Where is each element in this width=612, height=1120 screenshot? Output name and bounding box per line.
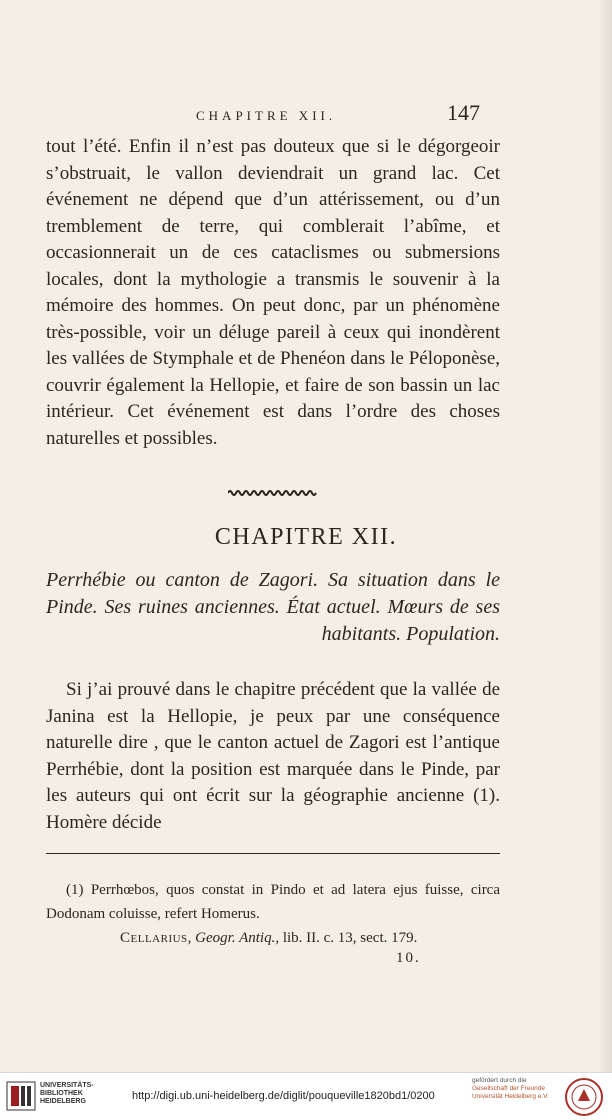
- citation-title: Geogr. Antiq.: [195, 930, 276, 946]
- running-head: CHAPITRE XII.: [196, 108, 337, 123]
- chapter-summary: Perrhébie ou canton de Zagori. Sa situation dans le Pinde. Ses ruines anciennes. État actuel. Mœurs de ses habitants. Population.: [46, 569, 500, 645]
- signature-mark: 10.: [396, 950, 421, 966]
- digital-library-footer: [0, 1072, 612, 1120]
- footnote-text: [46, 878, 500, 926]
- footnote-divider: [46, 853, 500, 854]
- footnote-citation: [46, 926, 500, 950]
- sponsor-label: gefördert durch die: [472, 1077, 527, 1084]
- society-seal-icon: [564, 1077, 604, 1117]
- section-divider-ornament: [228, 488, 318, 498]
- library-logo-icon: [6, 1081, 36, 1111]
- page-number: 147: [447, 100, 480, 125]
- citation-reference: , lib. II. c. 13, sect. 179.: [275, 930, 418, 946]
- sponsor-organization: Gesellschaft der Freunde Universität Heidelberg e.V.: [472, 1085, 549, 1100]
- body-paragraph-continued: tout l’été. Enfin il n’est pas douteux que si le dégorgeoir s’obstruait, le vallon deviendrait un grand lac. Cet événement ne dépend que d’un attérissement, ou d’un tremblement de terre, qui comblerait l’abîme, et occasionnerait un de ces cataclismes ou submersions locales, dont la mythologie a transmis le souvenir à la mémoire des hommes. On peut donc, par un phénomène très-possible, voir un déluge pareil à ceux qui inondèrent les vallées de Stymphale et de Phenéon dans le Péloponèse, couvrir également la Hellopie, et faire de son bassin un lac intérieur. Cet événement est dans l’ordre des choses naturelles et possibles.: [46, 136, 500, 449]
- library-name: UNIVERSITÄTS- BIBLIOTHEK HEIDELBERG: [40, 1082, 94, 1105]
- sponsor-credit: [472, 1077, 560, 1101]
- citation-separator: ,: [187, 930, 196, 946]
- citation-author: Cellarius: [120, 930, 188, 946]
- chapter-title: CHAPITRE XII.: [214, 524, 398, 550]
- footnote-body: (1) Perrhœbos, quos constat in Pindo et ad latera ejus fuisse, circa Dodonam coluisse, refert Homerus.: [46, 882, 500, 922]
- body-paragraph: Si j’ai prouvé dans le chapitre précédent que la vallée de Janina est la Hellopie, je peux par une conséquence naturelle dire , que le canton actuel de Zagori est l’antique Perrhébie, dont la position est marquée dans le Pinde, par les auteurs qui ont écrit sur la géographie ancienne (1). Homère décide: [46, 679, 500, 833]
- permalink-url[interactable]: http://digi.ub.uni-heidelberg.de/diglit/pouqueville1820bd1/0200: [132, 1090, 435, 1102]
